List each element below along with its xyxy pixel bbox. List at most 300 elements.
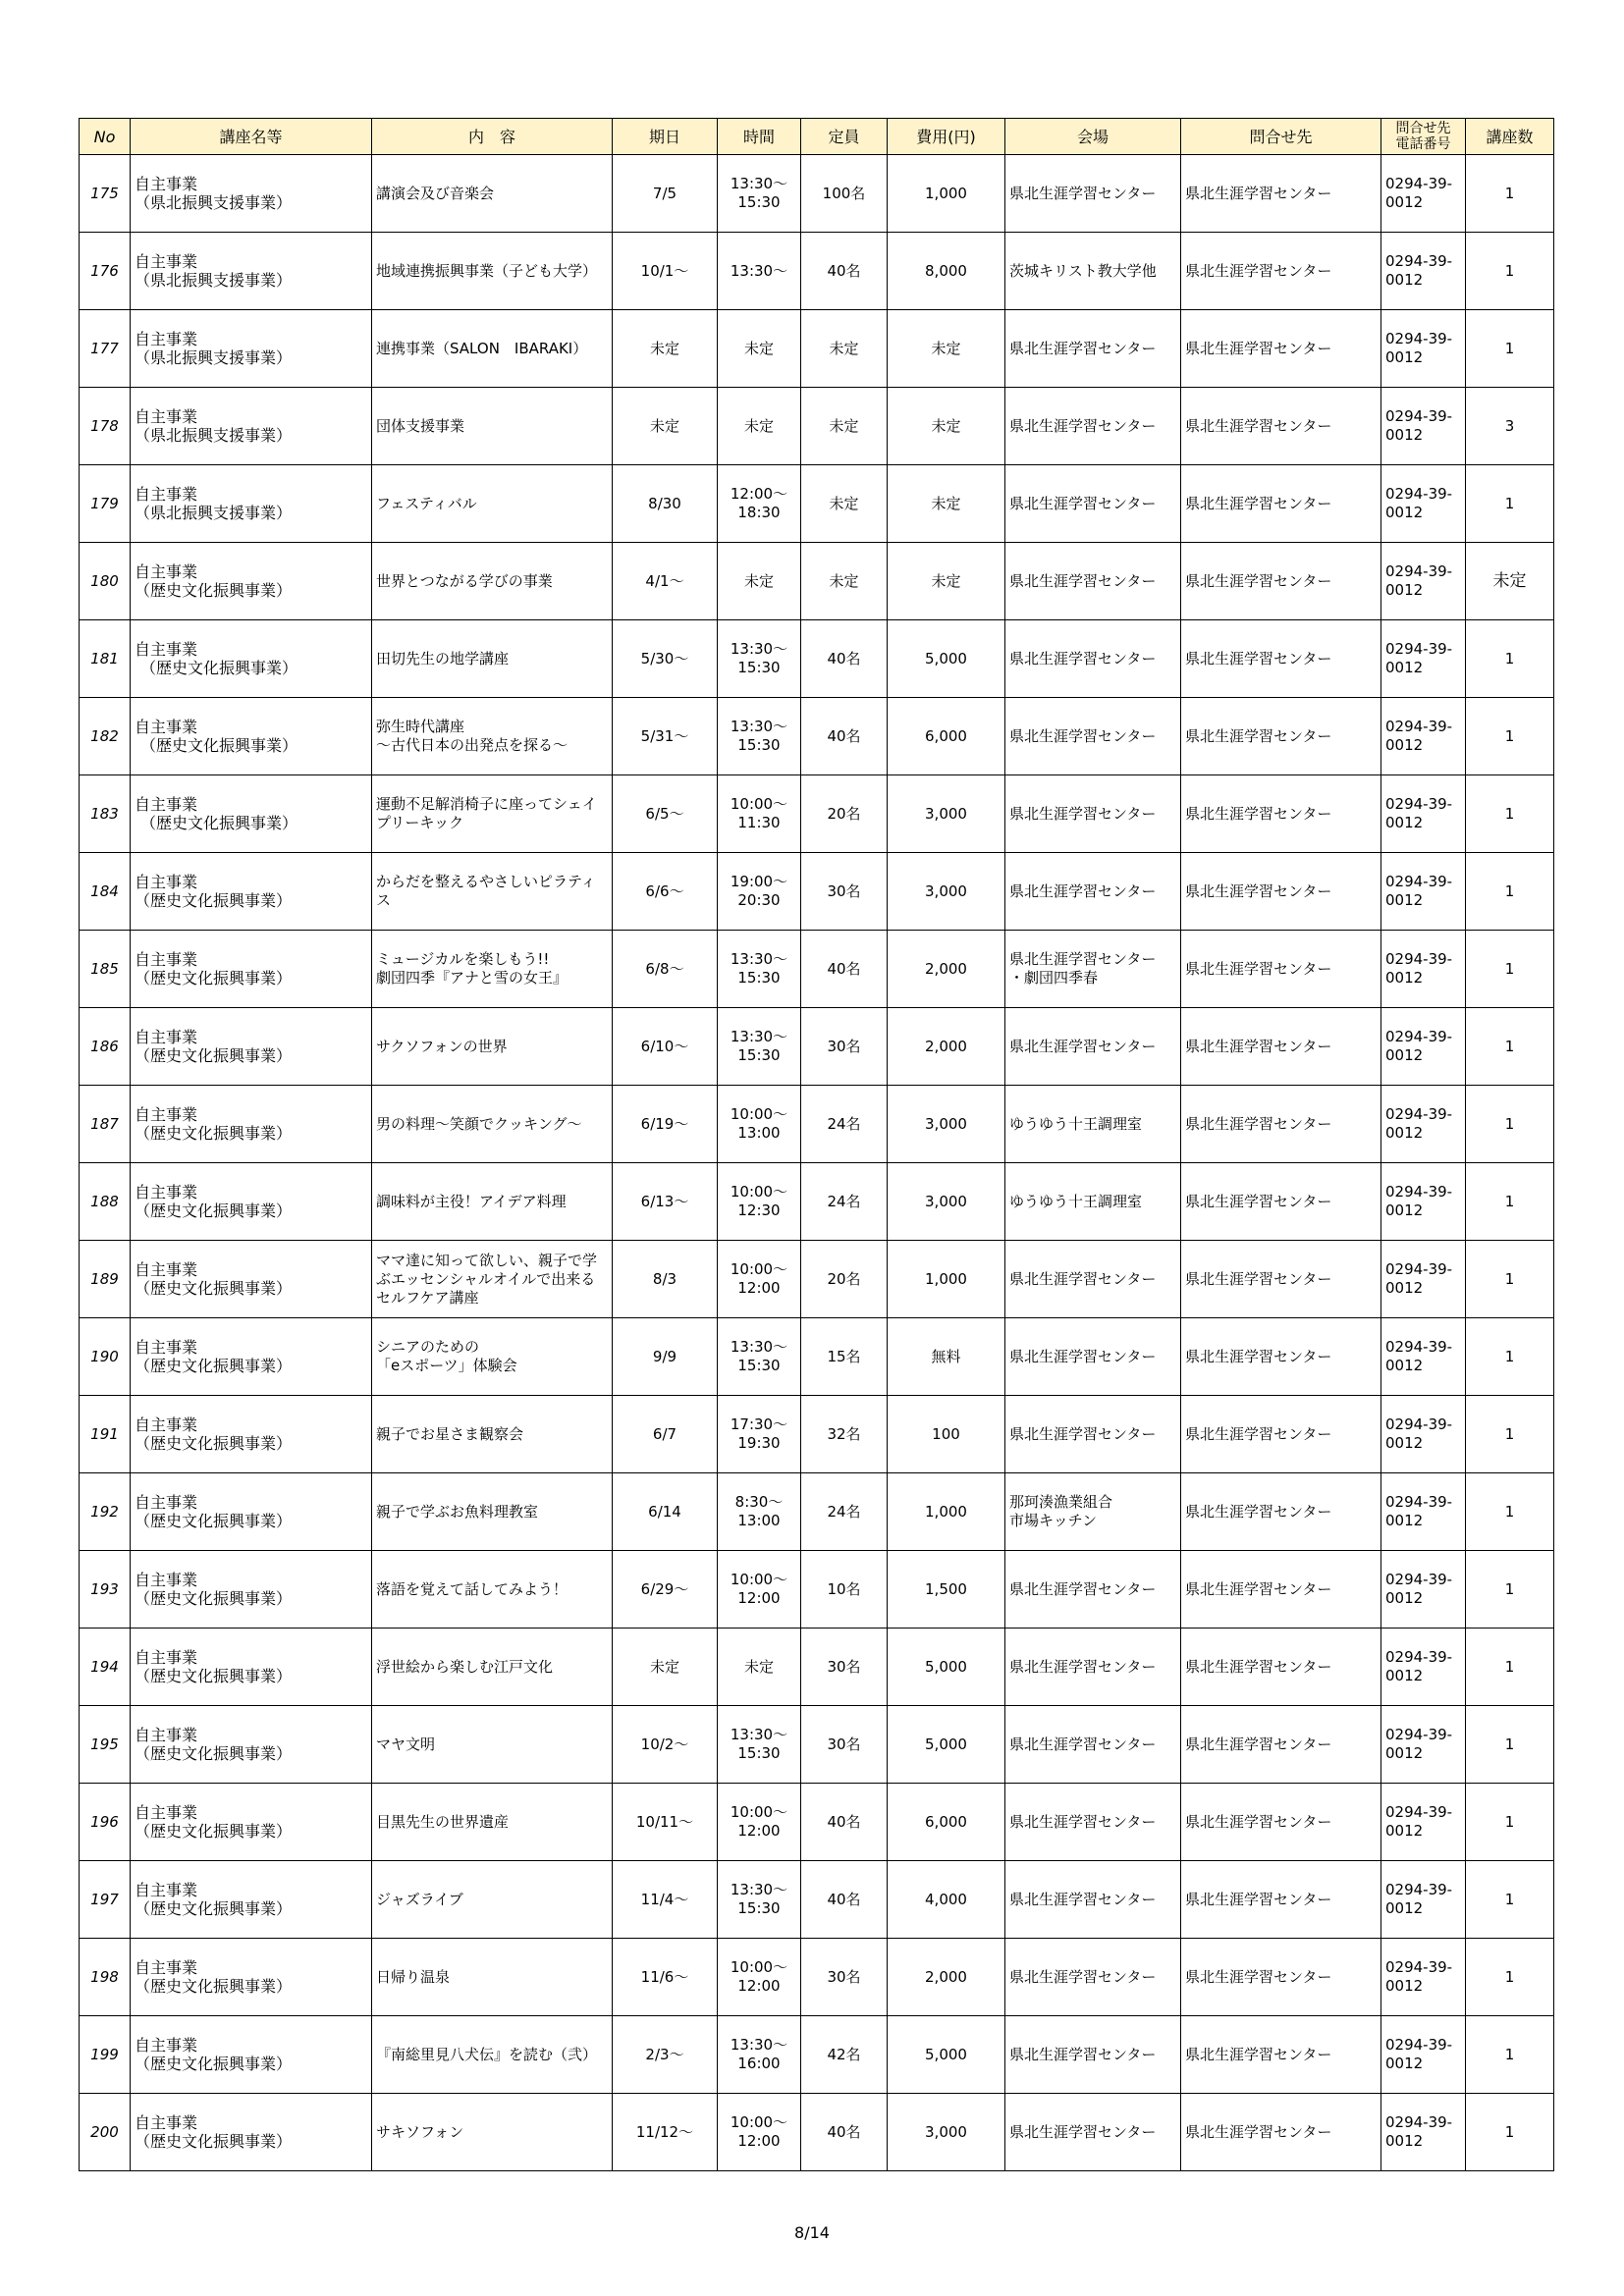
row-name-line1: 自主事業 (135, 1260, 198, 1279)
row-name-line2: （県北振興支援事業） (135, 193, 293, 212)
row-content (372, 1318, 613, 1396)
row-tel (1381, 1706, 1466, 1784)
row-contact (1181, 1784, 1381, 1861)
row-venue-text: 県北生涯学習センター (1009, 1890, 1157, 1908)
header-tel (1381, 119, 1466, 155)
row-venue (1005, 775, 1181, 853)
row-fee (888, 1473, 1005, 1551)
row-venue (1005, 853, 1181, 931)
row-tel (1381, 155, 1466, 233)
row-name-line2: （歴史文化振興事業） (135, 1201, 293, 1220)
row-name-line2: （歴史文化振興事業） (135, 1124, 293, 1143)
row-time-end: 12:00 (737, 1977, 781, 1995)
row-tel (1381, 1861, 1466, 1939)
row-tel (1381, 853, 1466, 931)
row-content-text: ミュージカルを楽しもう!! 劇団四季『アナと雪の女王』 (376, 950, 568, 987)
row-no-text: 175 (90, 184, 119, 202)
row-name-line1: 自主事業 (135, 1415, 198, 1434)
row-date-text: 6/29～ (640, 1579, 689, 1598)
row-time-start: 10:00～ (730, 1958, 788, 1976)
row-name-line2: （歴史文化振興事業） (135, 891, 293, 910)
row-no-text: 188 (90, 1192, 119, 1210)
row-venue (1005, 388, 1181, 465)
row-count-text: 未定 (1492, 570, 1527, 591)
row-fee (888, 931, 1005, 1008)
row-content (372, 698, 613, 775)
row-date (613, 775, 718, 853)
row-venue (1005, 1396, 1181, 1473)
row-tel (1381, 620, 1466, 698)
row-fee (888, 233, 1005, 310)
table-row (80, 1551, 1554, 1629)
row-name-line2: （歴史文化振興事業） (135, 581, 293, 600)
row-fee (888, 1008, 1005, 1086)
row-content (372, 388, 613, 465)
row-time-start: 13:30～ (730, 261, 788, 280)
row-venue-text: 那珂湊漁業組合 市場キッチン (1009, 1493, 1113, 1529)
table-row (80, 1396, 1554, 1473)
header-fee: 費用(円) (888, 119, 1005, 155)
row-capacity-text: 42名 (827, 2045, 861, 2063)
row-count-text: 1 (1504, 959, 1515, 978)
row-name (131, 1784, 372, 1861)
row-fee (888, 1706, 1005, 1784)
row-date-text: 11/6～ (640, 1967, 689, 1986)
row-time-end: 16:00 (737, 2055, 781, 2072)
row-name (131, 1861, 372, 1939)
row-time (718, 543, 801, 620)
row-name (131, 1939, 372, 2016)
row-capacity-text: 30名 (827, 1657, 861, 1676)
row-name-line2: （歴史文化振興事業） (135, 2132, 293, 2151)
header-tel-line1: 問合せ先 (1395, 121, 1451, 136)
row-capacity-text: 40名 (827, 1812, 861, 1831)
row-venue (1005, 310, 1181, 388)
row-no (80, 543, 131, 620)
row-fee-text: 未定 (931, 494, 961, 512)
row-fee-text: 2,000 (925, 959, 967, 978)
row-capacity-text: 40名 (827, 1890, 861, 1908)
row-name (131, 1551, 372, 1629)
row-count-text: 1 (1504, 881, 1515, 900)
row-name-line2: （県北振興支援事業） (135, 348, 293, 367)
row-name-line2: （歴史文化振興事業） (135, 1899, 293, 1918)
row-count (1466, 465, 1554, 543)
row-no (80, 1551, 131, 1629)
row-venue (1005, 233, 1181, 310)
row-no-text: 198 (90, 1967, 119, 1986)
row-venue-text: 県北生涯学習センター (1009, 1424, 1157, 1443)
row-time-start: 10:00～ (730, 1803, 788, 1821)
row-no-text: 180 (90, 571, 119, 590)
row-fee-text: 1,500 (925, 1579, 967, 1598)
row-capacity (801, 775, 888, 853)
row-time (718, 1861, 801, 1939)
row-tel-text: 0294-39-0012 (1385, 252, 1453, 289)
row-fee (888, 1939, 1005, 2016)
row-fee-text: 未定 (931, 339, 961, 357)
row-time-start: 10:00～ (730, 1260, 788, 1278)
row-time-end: 12:00 (737, 1279, 781, 1297)
row-capacity (801, 465, 888, 543)
row-capacity (801, 1163, 888, 1241)
row-no (80, 1939, 131, 2016)
row-venue-text: 県北生涯学習センター (1009, 1735, 1157, 1753)
row-venue-text: 県北生涯学習センター ・劇団四季春 (1009, 950, 1157, 987)
row-count (1466, 1396, 1554, 1473)
row-content-text: 男の料理～笑顔でクッキング～ (376, 1114, 582, 1133)
row-no (80, 2016, 131, 2094)
row-date (613, 310, 718, 388)
row-count-text: 1 (1504, 1579, 1515, 1598)
row-contact (1181, 1241, 1381, 1318)
row-fee (888, 853, 1005, 931)
row-time (718, 155, 801, 233)
row-content (372, 1784, 613, 1861)
row-time-end: 13:00 (737, 1512, 781, 1529)
row-content (372, 1473, 613, 1551)
row-capacity (801, 1706, 888, 1784)
row-count-text: 1 (1504, 1114, 1515, 1133)
row-contact-text: 県北生涯学習センター (1185, 1735, 1332, 1753)
row-tel-text: 0294-39-0012 (1385, 485, 1453, 521)
row-time-start: 10:00～ (730, 795, 788, 813)
row-time (718, 1473, 801, 1551)
row-name-line1: 自主事業 (135, 562, 198, 581)
row-fee-text: 5,000 (925, 649, 967, 667)
row-fee (888, 1318, 1005, 1396)
row-no-text: 179 (90, 494, 119, 512)
row-fee-text: 4,000 (925, 1890, 967, 1908)
row-time-start: 13:30～ (730, 640, 788, 658)
row-tel (1381, 1473, 1466, 1551)
row-no-text: 183 (90, 804, 119, 823)
row-content (372, 1396, 613, 1473)
row-count-text: 1 (1504, 2122, 1515, 2141)
row-tel-text: 0294-39-0012 (1385, 1803, 1453, 1840)
row-count (1466, 620, 1554, 698)
row-tel (1381, 698, 1466, 775)
row-venue (1005, 1629, 1181, 1706)
row-count (1466, 775, 1554, 853)
row-venue (1005, 465, 1181, 543)
row-tel-text: 0294-39-0012 (1385, 175, 1453, 211)
row-date-text: 2/3～ (645, 2045, 684, 2063)
row-name-line2: （歴史文化振興事業） (135, 1667, 293, 1685)
row-name-line1: 自主事業 (135, 1105, 198, 1124)
table-row (80, 310, 1554, 388)
row-date-text: 10/1～ (640, 261, 689, 280)
row-time-start: 10:00～ (730, 2113, 788, 2131)
row-no-text: 197 (90, 1890, 119, 1908)
row-count (1466, 1318, 1554, 1396)
row-content-text: 世界とつながる学びの事業 (376, 571, 553, 590)
row-capacity-text: 未定 (829, 571, 859, 590)
row-capacity (801, 1241, 888, 1318)
row-count-text: 1 (1504, 1037, 1515, 1055)
row-time (718, 310, 801, 388)
row-no-text: 186 (90, 1037, 119, 1055)
row-tel (1381, 1629, 1466, 1706)
row-fee (888, 155, 1005, 233)
row-time-start: 13:30～ (730, 718, 788, 735)
row-name (131, 1706, 372, 1784)
row-venue-text: 県北生涯学習センター (1009, 2122, 1157, 2141)
row-capacity (801, 1861, 888, 1939)
row-date-text: 8/3 (652, 1269, 677, 1288)
row-contact-text: 県北生涯学習センター (1185, 339, 1332, 357)
row-fee-text: 2,000 (925, 1967, 967, 1986)
table-row (80, 233, 1554, 310)
row-count-text: 1 (1504, 1269, 1515, 1288)
row-capacity-text: 32名 (827, 1424, 861, 1443)
row-no-text: 181 (90, 649, 119, 667)
row-tel (1381, 775, 1466, 853)
row-contact-text: 県北生涯学習センター (1185, 1037, 1332, 1055)
row-venue-text: ゆうゆう十王調理室 (1009, 1114, 1143, 1133)
row-name-line2: （歴史文化振興事業） (135, 1822, 293, 1841)
row-time-start: 13:30～ (730, 1338, 788, 1356)
row-fee-text: 3,000 (925, 881, 967, 900)
row-tel (1381, 465, 1466, 543)
table-row (80, 1784, 1554, 1861)
table-row (80, 1706, 1554, 1784)
row-time-end: 12:00 (737, 2132, 781, 2150)
row-name-line2: （県北振興支援事業） (135, 426, 293, 445)
row-time-start: 未定 (743, 571, 774, 590)
row-venue-text: ゆうゆう十王調理室 (1009, 1192, 1143, 1210)
row-tel (1381, 1163, 1466, 1241)
table-row (80, 388, 1554, 465)
row-contact-text: 県北生涯学習センター (1185, 1424, 1332, 1443)
row-tel (1381, 1318, 1466, 1396)
row-venue-text: 県北生涯学習センター (1009, 1037, 1157, 1055)
row-fee-text: 未定 (931, 416, 961, 435)
row-date (613, 1629, 718, 1706)
row-name-line1: 自主事業 (135, 950, 198, 969)
table-row (80, 853, 1554, 931)
row-venue-text: 県北生涯学習センター (1009, 416, 1157, 435)
row-name (131, 1318, 372, 1396)
row-time-end: 19:30 (737, 1434, 781, 1452)
row-tel-text: 0294-39-0012 (1385, 1183, 1453, 1219)
row-tel-text: 0294-39-0012 (1385, 1105, 1453, 1142)
row-contact (1181, 233, 1381, 310)
row-name-line2: （県北振興支援事業） (135, 271, 293, 290)
row-contact-text: 県北生涯学習センター (1185, 2122, 1332, 2141)
row-venue (1005, 1241, 1181, 1318)
row-time-start: 未定 (743, 1657, 774, 1676)
row-fee-text: 未定 (931, 571, 961, 590)
row-no (80, 1008, 131, 1086)
row-contact (1181, 1086, 1381, 1163)
row-date (613, 388, 718, 465)
row-capacity-text: 40名 (827, 2122, 861, 2141)
row-time-start: 13:30～ (730, 1881, 788, 1898)
row-tel (1381, 388, 1466, 465)
row-fee (888, 543, 1005, 620)
row-contact (1181, 698, 1381, 775)
row-content (372, 1861, 613, 1939)
row-no-text: 184 (90, 881, 119, 900)
row-name-line1: 自主事業 (135, 175, 198, 193)
row-venue-text: 県北生涯学習センター (1009, 1347, 1157, 1365)
row-venue-text: 県北生涯学習センター (1009, 1657, 1157, 1676)
row-time-end: 15:30 (737, 736, 781, 754)
row-fee-text: 3,000 (925, 1114, 967, 1133)
row-fee (888, 620, 1005, 698)
row-name (131, 2094, 372, 2171)
row-name-line2: （歴史文化振興事業） (135, 1046, 293, 1065)
row-tel-text: 0294-39-0012 (1385, 562, 1453, 599)
row-name (131, 698, 372, 775)
row-capacity (801, 620, 888, 698)
row-name-line2: （歴史文化振興事業） (135, 1977, 293, 1996)
row-time-start: 10:00～ (730, 1571, 788, 1588)
row-content-text: 団体支援事業 (376, 416, 465, 435)
table-row (80, 2094, 1554, 2171)
row-contact (1181, 1706, 1381, 1784)
row-count-text: 1 (1504, 339, 1515, 357)
row-count (1466, 698, 1554, 775)
table-row (80, 1163, 1554, 1241)
row-time (718, 1318, 801, 1396)
row-capacity (801, 1318, 888, 1396)
row-content-text: 親子でお星さま観察会 (376, 1424, 524, 1443)
row-count-text: 1 (1504, 1735, 1515, 1753)
row-no (80, 465, 131, 543)
row-time-end: 13:00 (737, 1124, 781, 1142)
row-contact (1181, 2016, 1381, 2094)
row-fee-text: 3,000 (925, 804, 967, 823)
row-fee-text: 5,000 (925, 1657, 967, 1676)
row-time-start: 未定 (743, 416, 774, 435)
row-contact-text: 県北生涯学習センター (1185, 1192, 1332, 1210)
row-contact (1181, 1318, 1381, 1396)
row-capacity-text: 24名 (827, 1502, 861, 1521)
row-time (718, 388, 801, 465)
row-tel (1381, 1784, 1466, 1861)
row-tel-text: 0294-39-0012 (1385, 1493, 1453, 1529)
row-venue (1005, 620, 1181, 698)
row-time-start: 13:30～ (730, 1726, 788, 1743)
row-tel-text: 0294-39-0012 (1385, 1881, 1453, 1917)
row-capacity (801, 1008, 888, 1086)
table-row (80, 543, 1554, 620)
header-no: No (80, 119, 131, 155)
row-name-line2: （県北振興支援事業） (135, 504, 293, 522)
row-date-text: 6/8～ (645, 959, 684, 978)
row-date (613, 1473, 718, 1551)
row-time (718, 853, 801, 931)
row-count (1466, 543, 1554, 620)
row-content (372, 465, 613, 543)
row-tel (1381, 310, 1466, 388)
header-date: 期日 (613, 119, 718, 155)
row-venue-text: 県北生涯学習センター (1009, 494, 1157, 512)
row-contact-text: 県北生涯学習センター (1185, 261, 1332, 280)
row-venue (1005, 1784, 1181, 1861)
row-time-end: 20:30 (737, 891, 781, 909)
row-name (131, 465, 372, 543)
row-time (718, 1939, 801, 2016)
row-date-text: 10/11～ (635, 1812, 694, 1831)
row-fee (888, 698, 1005, 775)
row-contact-text: 県北生涯学習センター (1185, 184, 1332, 202)
row-contact (1181, 620, 1381, 698)
table-row (80, 698, 1554, 775)
row-capacity-text: 24名 (827, 1114, 861, 1133)
row-capacity-text: 20名 (827, 1269, 861, 1288)
row-content (372, 1008, 613, 1086)
row-no (80, 698, 131, 775)
row-name-line2: （歴史文化振興事業） (140, 736, 298, 755)
row-content (372, 931, 613, 1008)
row-no (80, 1861, 131, 1939)
table-row (80, 775, 1554, 853)
row-name-line1: 自主事業 (135, 485, 198, 504)
row-no (80, 620, 131, 698)
row-date (613, 1551, 718, 1629)
row-venue (1005, 1163, 1181, 1241)
row-date-text: 8/30 (648, 494, 681, 512)
row-count-text: 1 (1504, 1424, 1515, 1443)
row-no (80, 233, 131, 310)
row-venue-text: 県北生涯学習センター (1009, 1812, 1157, 1831)
row-name (131, 310, 372, 388)
row-time-end: 15:30 (737, 969, 781, 987)
row-name (131, 775, 372, 853)
row-name-line1: 自主事業 (135, 1183, 198, 1201)
row-contact (1181, 388, 1381, 465)
row-capacity-text: 未定 (829, 416, 859, 435)
row-count-text: 1 (1504, 1967, 1515, 1986)
row-fee-text: 2,000 (925, 1037, 967, 1055)
row-time (718, 1241, 801, 1318)
row-capacity-text: 40名 (827, 726, 861, 745)
row-capacity-text: 30名 (827, 881, 861, 900)
row-fee (888, 2094, 1005, 2171)
row-contact (1181, 1008, 1381, 1086)
row-date (613, 1241, 718, 1318)
row-date-text: 6/5～ (645, 804, 684, 823)
row-contact (1181, 1473, 1381, 1551)
row-count (1466, 1629, 1554, 1706)
row-date (613, 1706, 718, 1784)
table-row (80, 1241, 1554, 1318)
row-count-text: 1 (1504, 1192, 1515, 1210)
table-row (80, 1318, 1554, 1396)
row-venue-text: 県北生涯学習センター (1009, 571, 1157, 590)
row-content (372, 1629, 613, 1706)
row-contact-text: 県北生涯学習センター (1185, 1269, 1332, 1288)
row-no (80, 388, 131, 465)
row-name-line2: （歴史文化振興事業） (135, 2055, 293, 2073)
row-content (372, 620, 613, 698)
row-tel (1381, 1551, 1466, 1629)
row-no-text: 178 (90, 416, 119, 435)
row-venue (1005, 1473, 1181, 1551)
row-name-line1: 自主事業 (135, 1493, 198, 1512)
row-name (131, 1396, 372, 1473)
row-count-text: 1 (1504, 261, 1515, 280)
row-name (131, 2016, 372, 2094)
row-contact (1181, 1861, 1381, 1939)
row-name (131, 853, 372, 931)
row-contact-text: 県北生涯学習センター (1185, 726, 1332, 745)
course-table-sheet (79, 118, 1553, 2171)
row-venue (1005, 931, 1181, 1008)
